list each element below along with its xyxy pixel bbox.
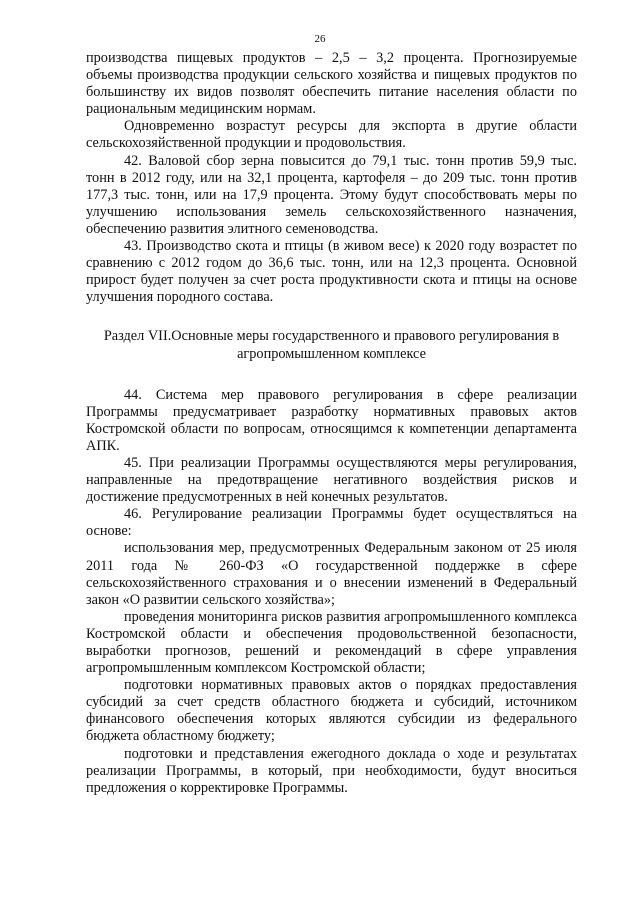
- paragraph-46: 46. Регулирование реализации Программы будет осуществляться на основе:: [86, 506, 577, 540]
- paragraph-43: 43. Производство скота и птицы (в живом весе) к 2020 году возрастет по сравнению с 2012 годом до 36,6 тыс. тонн, или на 12,3 процента. Основной прирост будет получен за счет роста продуктивности скота и птицы на основе улучшения породного состава.: [86, 238, 577, 306]
- paragraph-44: 44. Система мер правового регулирования в сфере реализации Программы предусматривает разработку нормативных правовых актов Костромской области по вопросам, относящимся к компетенции департамента АПК.: [86, 386, 577, 454]
- list-item: подготовки и представления ежегодного доклада о ходе и результатах реализации Программы, в который, при необходимости, будут вноситься предложения о корректировке Программы.: [86, 745, 577, 796]
- paragraph-continuation: производства пищевых продуктов – 2,5 – 3,2 процента. Прогнозируемые объемы производства продукции сельского хозяйства и пищевых продуктов по большинству их видов позволят обеспечить питание населения области по рациональным медицинским нормам.: [86, 50, 577, 118]
- section-heading: Раздел VII.Основные меры государственного и правового регулирования в агропромышленном комплексе: [103, 328, 560, 362]
- paragraph-42: 42. Валовой сбор зерна повысится до 79,1 тыс. тонн против 59,9 тыс. тонн в 2012 году, или на 32,1 процента, картофеля – до 209 тыс. тонн против 177,3 тыс. тонн, или на 17,9 процента. Этому будут способствовать меры по улучшению использования земель сельскохозяйственного назначения, обеспечению развития элитного семеноводства.: [86, 152, 577, 237]
- page-number: 26: [314, 33, 326, 45]
- paragraph-export: Одновременно возрастут ресурсы для экспорта в другие области сельскохозяйственной продукции и продовольствия.: [86, 118, 577, 152]
- list-item: использования мер, предусмотренных Федеральным законом от 25 июля 2011 года № 260-ФЗ «О государственной поддержке в сфере сельскохозяйственного страхования и о внесении изменений в Федеральный закон «О развитии сельского хозяйства»;: [86, 540, 577, 608]
- list-item: проведения мониторинга рисков развития агропромышленного комплекса Костромской области и обеспечения продовольственной безопасности, выработки прогнозов, решений и рекомендаций в сфере управления агропромышленным комплексом Костромской области;: [86, 608, 577, 677]
- document-body: [86, 50, 577, 797]
- list-item: подготовки нормативных правовых актов о порядках предоставления субсидий за счет средств областного бюджета и субсидий, источником финансового обеспечения которых являются субсидии из федерального бюджета областному бюджету;: [86, 677, 577, 745]
- paragraph-45: 45. При реализации Программы осуществляются меры регулирования, направленные на предотвращение негативного воздействия рисков и достижение предусмотренных в ней конечных результатов.: [86, 454, 577, 506]
